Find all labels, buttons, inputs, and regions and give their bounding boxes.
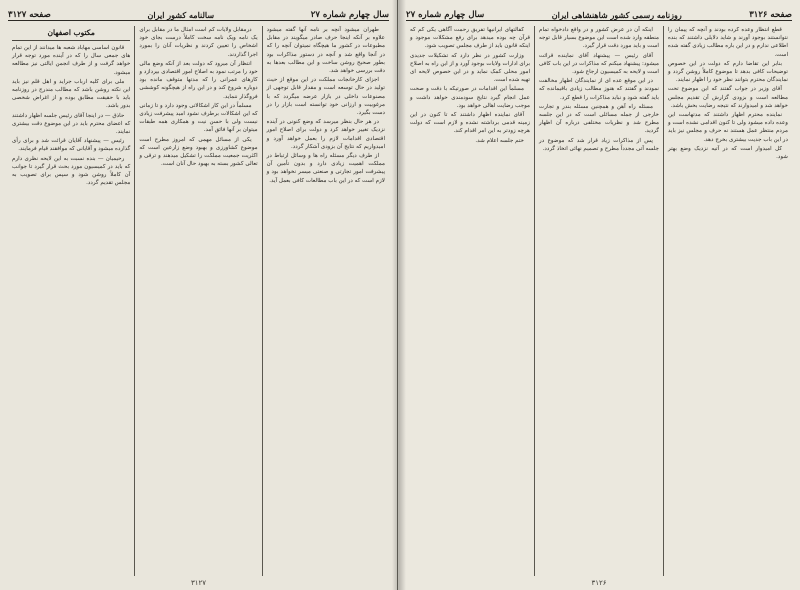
right-page-columns	[406, 26, 792, 576]
left-header-left: صفحه ۳۱۲۷	[8, 10, 51, 20]
paragraph: انتظار آن میرود که دولت بعد از آنکه وضع مالی خود را مرتب نمود به اصلاح امور اقتصادی بپردازد و کارهای عمرانی را که مدتها متوقف مانده بود دوباره شروع کند و در این راه از هیچگونه کوششی فروگذار ننماید.	[139, 60, 258, 100]
paragraph: قانون اساسی مهاباد شعبه ها میدانند از این تمام های جمعی سال را که در آینده مورد توجه قرار خواهد گرفت و از طرف انجمن ایالتی نیز مطالعه میشود.	[12, 45, 131, 76]
left-page-header	[8, 4, 389, 21]
right-column-1	[664, 26, 792, 576]
left-header-center: سالنامه کشور ایران	[147, 10, 215, 20]
paragraph: طهران میشود آنچه بر نامه آنها گفته میشود علاوه بر آنکه اینجا حرف صادر میگویند در مقابل مطبوعات در کشور ما هیچگاه نمیتوان آنچه را که در آنجا واقع شد و آنچه در دستور مذاکرات بود بطور صحیح روشن ساخت و این مطالب بعدها به دقت بررسی خواهد شد.	[266, 27, 385, 75]
paragraph: بنابر این تقاضا دارم که دولت در این خصوص توضیحات کافی بدهد تا موضوع کاملاً روشن گردد و نمایندگان محترم بتوانند نظر خود را اظهار نمایند.	[668, 60, 788, 84]
paragraph: در این موقع عده ای از نمایندگان اظهار مخالفت نمودند و گفتند که هنوز مطالب زیادی باقیمانده که باید گفته شود و نباید مذاکرات را قطع کرد.	[539, 78, 659, 101]
right-header-center: روزنامه رسمی کشور شاهنشاهی ایران	[551, 10, 682, 20]
paragraph: حاذق — در اینجا آقای رئیس جلسه اظهار داشتند که اعضای محترم باید در این موضوع دقت بیشتری نمایند.	[12, 112, 131, 136]
paragraph: اینکه آن در عرض کشور و در واقع دادخواه تمام منطقه وارد شده است این موضوع بسیار قابل توجه است و باید مورد دقت قرار گیرد.	[539, 27, 659, 50]
left-column-1	[263, 26, 389, 576]
paragraph: در هر حال بنظر میرسد که وضع کنونی در آینده نزدیک تغییر خواهد کرد و دولت برای اصلاح امور اقتصادی اقدامات لازم را بعمل خواهد آورد و امیدواریم که نتایج آن بزودی آشکار گردد.	[266, 119, 385, 150]
paragraph: آقای رئیس — پیشنهاد آقای نماینده قرائت میشود: پیشنهاد میکنم که مذاکرات در این باب کافی است و لایحه به کمیسیون ارجاع شود.	[539, 52, 659, 76]
right-page	[398, 0, 800, 590]
left-page	[0, 0, 398, 590]
left-column-3	[8, 26, 135, 576]
left-page-number: ۳۱۲۷	[190, 579, 207, 587]
paragraph: پس از مذاکرات زیاد قرار شد که موضوع در جلسه آتی مجدداً مطرح و تصمیم نهائی اتخاذ گردد.	[539, 137, 659, 152]
paragraph: آقای نماینده اظهار داشتند که تا کنون در این زمینه قدمی برداشته نشده و لازم است که دولت هرچه زودتر به این امر اقدام کند.	[410, 112, 530, 135]
paragraph: آقای وزیر در جواب گفتند که این موضوع تحت مطالعه است و بزودی گزارش آن تقدیم مجلس خواهد شد و امیدوارند که نتیجه رضایت بخش باشد.	[668, 86, 788, 109]
paragraph: درمقابل ولایات کم است امثال ما در مقابل برای یک نامه ویک نامه سخت کاملاً درست بجای خود اشخاص را تعیین کردند و نظریات آنان را بمورد اجرا گذاردند.	[139, 27, 258, 58]
paragraph: قطع انتظار وعده کرده بودند و آنچه که پیمان را نتوانستند بوجود آورند و شاید دلایلی داشتند که بنده اطلاعی ندارم و در این باره مطالب زیادی گفته شده است.	[668, 27, 788, 58]
paragraph: ختم جلسه اعلام شد.	[475, 137, 524, 144]
paragraph: مسئله راه آهن و همچنین مسئله بندر و تجارت خارجی از جمله مسائلی است که در این جلسه مطرح شد و نظریات مختلفی درباره آن اظهار گردید.	[539, 103, 659, 135]
paragraph: ملی برای کلیه ارباب جراید و اهل قلم نیز باید این نکته روشن باشد که مطالب مندرج در روزنامه باید با حقیقت مطابق بوده و از اغراض شخصی بدور باشد.	[12, 78, 131, 110]
paragraph: وزارت کشور در نظر دارد که تشکیلات جدیدی برای ادارات ولایات بوجود آورد و از این راه به اصلاح امور محلی کمک نماید و در این خصوص لایحه ای تهیه شده است.	[410, 52, 530, 84]
section-heading: مکتوب اصفهان	[47, 28, 95, 37]
paragraph: از طرف دیگر مسئله راه ها و وسائل ارتباط در مملکت اهمیت زیادی دارد و بدون تأمین آن پیشرفت امور تجارتی و صنعتی میسر نخواهد بود و لازم است که در این باب مطالعات کافی بعمل آید.	[266, 153, 385, 184]
paragraph: مسلماً این اقدامات در صورتیکه با دقت و صحت عمل انجام گیرد نتایج سودمندی خواهد داشت و موجب رضایت اهالی خواهد بود.	[410, 86, 530, 109]
right-header-left: سال چهارم شماره ۲۷	[406, 10, 485, 20]
right-header-right: صفحه ۳۱۲۶	[749, 10, 792, 20]
left-page-columns	[8, 26, 389, 576]
right-column-2	[535, 26, 664, 576]
right-column-3	[406, 26, 535, 576]
paragraph: کل امیدوار است که در آتیه نزدیک وضع بهتر شود.	[668, 145, 788, 161]
right-page-header	[406, 4, 792, 21]
right-page-number: ۳۱۲۶	[591, 579, 607, 587]
left-column-2	[135, 26, 262, 576]
paragraph: کفالتهای ایرانیها تفریق رحمت آگاهی یکی کم که قرآن چه بوده میدهد برای رفع مشکلات موجود و اینکه قانون باید از طرف مجلس تصویب شود.	[410, 27, 530, 50]
paragraph: نماینده محترم اظهار داشتند که مدتهاست این وعده داده میشود ولی تا کنون اقدامی نشده است و مردم منتظر عمل هستند نه حرف و مجلس نیز باید در این باب جدیت بیشتری بخرج دهد.	[668, 112, 788, 143]
paragraph: رئیس — پیشنهاد آقایان قرائت شد و برای رأی گذارده میشود و آقایانی که موافقند قیام فرمایند.	[12, 138, 131, 153]
paragraph: یکی از مسائل مهمی که امروز مطرح است موضوع کشاورزی و بهبود وضع زارعین است که اکثریت جمعیت مملکت را تشکیل میدهند و ترقی و تعالی کشور بسته به بهبود حال آنان است.	[139, 136, 258, 168]
paragraph: رحیمیان — بنده نسبت به این لایحه نظری دارم که باید در کمیسیون مورد بحث قرار گیرد تا جوانب آن کاملاً روشن شود و سپس برای تصویب به مجلس تقدیم گردد.	[12, 155, 131, 187]
paragraph: اجزای کارخانجات مملکت در این موقع از حیث تولید در حال توسعه است و مقدار قابل توجهی از مصنوعات داخلی در بازار عرضه میگردد که با مرغوبیت و ارزانی خود توانسته است بازار را در دست بگیرد.	[266, 77, 385, 117]
divider	[12, 40, 130, 41]
left-header-right: سال چهارم شماره ۲۷	[310, 10, 389, 20]
paragraph: مسلماً در این کار اشکالاتی وجود دارد و تا زمانی که این اشکالات برطرف نشود امید پیشرفت زیادی نیست ولی با حسن نیت و همکاری همه طبقات میتوان بر آنها فائق آمد.	[139, 102, 258, 134]
